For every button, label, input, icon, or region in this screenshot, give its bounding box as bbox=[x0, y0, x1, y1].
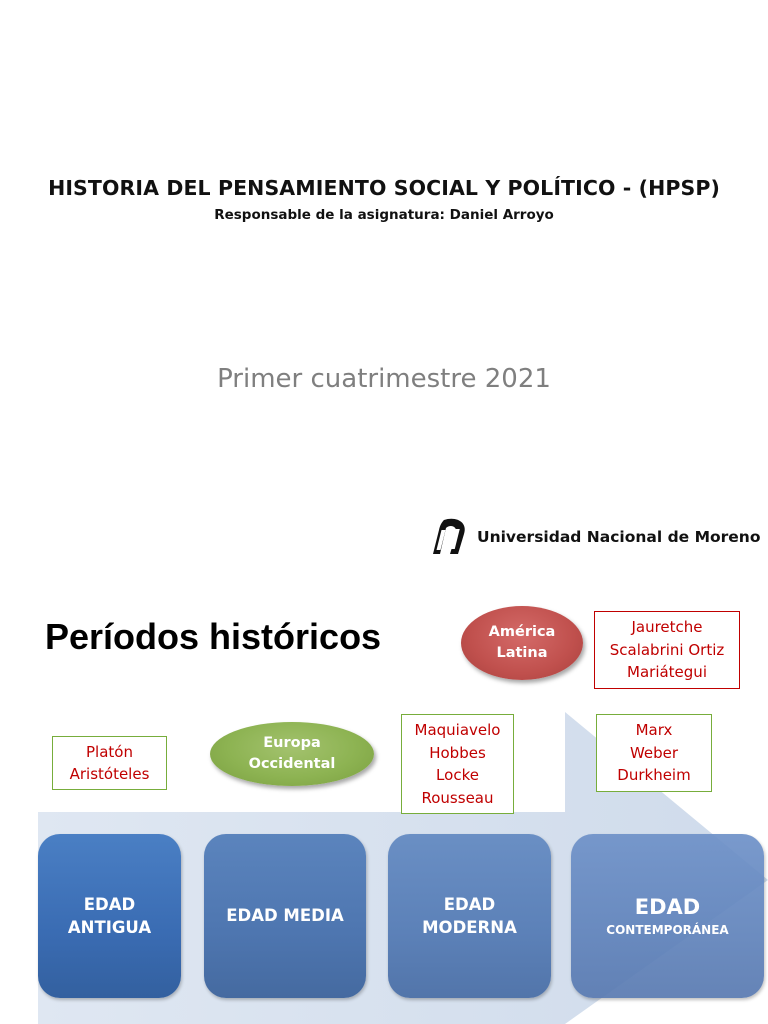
thinker-name: Maquiavelo bbox=[414, 721, 501, 739]
thinker-name: Mariátegui bbox=[627, 663, 707, 682]
university-name: Universidad Nacional de Moreno bbox=[477, 528, 761, 546]
thinker-name: Aristóteles bbox=[69, 765, 150, 783]
region-label: Occidental bbox=[248, 756, 336, 772]
thinker-name: Jauretche bbox=[631, 618, 703, 637]
region-america-latina bbox=[461, 606, 583, 680]
era-contemporanea bbox=[571, 834, 764, 998]
thinker-name: Locke bbox=[436, 766, 479, 784]
era-media bbox=[204, 834, 366, 998]
thinker-name: Rousseau bbox=[421, 788, 494, 807]
thinker-name: Durkheim bbox=[617, 766, 691, 785]
thinkers-moderna bbox=[401, 714, 514, 814]
era-label: CONTEMPORÁNEA bbox=[606, 923, 729, 938]
slide-title: Períodos históricos bbox=[45, 616, 382, 657]
era-label: EDAD bbox=[83, 894, 136, 914]
thinker-name: Platón bbox=[86, 742, 133, 761]
era-label: ANTIGUA bbox=[67, 918, 152, 937]
era-label: EDAD bbox=[443, 894, 496, 914]
thinker-name: Marx bbox=[635, 721, 673, 740]
thinkers-contemporanea bbox=[596, 714, 712, 792]
region-label: Latina bbox=[496, 645, 548, 661]
university-branding bbox=[430, 516, 760, 558]
era-label: MODERNA bbox=[422, 918, 517, 937]
thinkers-antigua bbox=[52, 736, 167, 790]
unm-logo-icon bbox=[430, 516, 470, 558]
thinker-name: Weber bbox=[629, 743, 679, 762]
course-title: HISTORIA DEL PENSAMIENTO SOCIAL Y POLÍTICO - (HPSP) bbox=[48, 176, 720, 200]
course-responsible: Responsable de la asignatura: Daniel Arroyo bbox=[214, 207, 554, 223]
thinker-name: Scalabrini Ortiz bbox=[609, 640, 725, 659]
era-label: EDAD bbox=[634, 894, 701, 919]
region-label: Europa bbox=[263, 734, 321, 751]
thinkers-latam bbox=[594, 611, 740, 689]
thinker-name: Hobbes bbox=[429, 743, 486, 762]
periods-slide bbox=[0, 590, 768, 1024]
era-antigua bbox=[38, 834, 181, 998]
region-label: América bbox=[488, 623, 556, 640]
era-moderna bbox=[388, 834, 551, 998]
semester-label: Primer cuatrimestre 2021 bbox=[217, 364, 551, 394]
region-europa-occidental bbox=[210, 722, 374, 786]
era-label: EDAD MEDIA bbox=[226, 906, 344, 926]
